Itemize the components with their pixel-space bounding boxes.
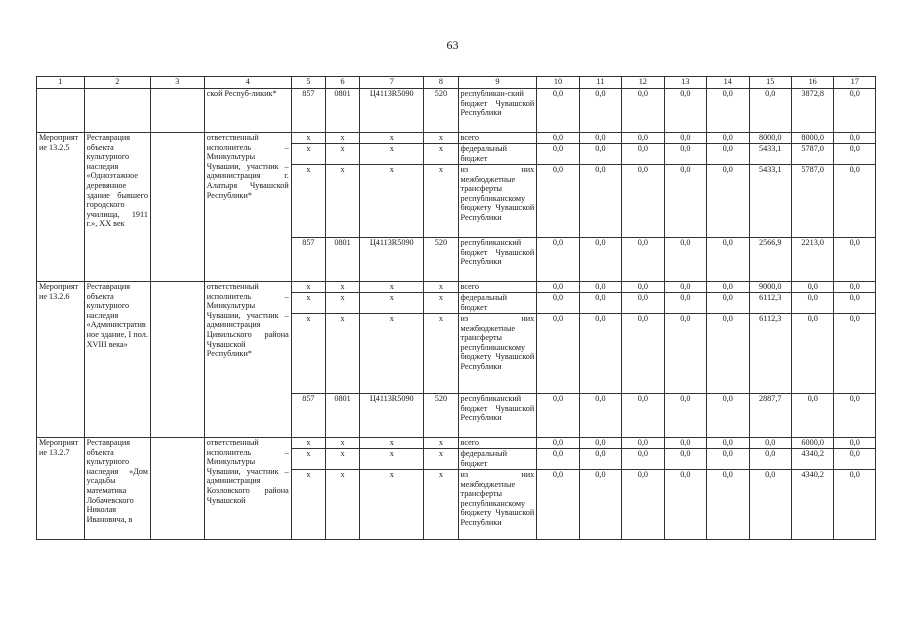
value-cell: 0,0 [834,165,876,238]
grbs-cell: 857 [291,238,325,282]
table-row [37,438,876,449]
vr-cell: x [424,165,458,238]
funding-source-cell: республиканский бюджет Чувашской Республики [458,238,537,282]
value-cell: 0,0 [834,238,876,282]
grbs-cell: x [291,165,325,238]
value-cell: 0,0 [579,438,621,449]
value-cell: 0,0 [622,394,664,438]
value-cell: 0,0 [707,394,749,438]
value-cell: 9000,0 [749,282,791,293]
rzpr-cell: x [325,438,359,449]
value-cell: 0,0 [834,470,876,540]
value-cell: 4340,2 [791,449,833,470]
object-name-cell: Реставрация объекта культурного наследия «Административное здание, I пол. XVIII века» [84,282,150,438]
value-cell: 2887,7 [749,394,791,438]
value-cell: 0,0 [664,470,706,540]
empty-cell [150,438,204,540]
column-number-13: 13 [664,77,706,89]
value-cell: 0,0 [579,165,621,238]
value-cell: 0,0 [537,238,579,282]
funding-source-cell: всего [458,282,537,293]
value-cell: 0,0 [537,438,579,449]
value-cell: 0,0 [622,282,664,293]
value-cell: 6000,0 [791,438,833,449]
value-cell: 0,0 [579,89,621,133]
value-cell: 0,0 [834,293,876,314]
value-cell: 0,0 [537,394,579,438]
value-cell: 0,0 [622,144,664,165]
value-cell: 0,0 [664,438,706,449]
value-cell: 0,0 [622,314,664,394]
csr-cell: x [360,282,424,293]
value-cell: 0,0 [622,470,664,540]
value-cell: 3872,8 [791,89,833,133]
funding-source-cell: из них межбюджетные трансферты республиканскому бюджету Чувашской Республики [458,314,537,394]
value-cell: 0,0 [664,133,706,144]
vr-cell: x [424,133,458,144]
value-cell: 0,0 [707,282,749,293]
value-cell: 5787,0 [791,165,833,238]
value-cell: 0,0 [664,449,706,470]
value-cell: 0,0 [537,449,579,470]
csr-cell: x [360,470,424,540]
vr-cell: 520 [424,394,458,438]
value-cell: 0,0 [707,314,749,394]
funding-source-cell: всего [458,438,537,449]
column-number-1: 1 [37,77,85,89]
column-number-14: 14 [707,77,749,89]
column-number-8: 8 [424,77,458,89]
funding-source-cell: федеральный бюджет [458,293,537,314]
rzpr-cell: 0801 [325,89,359,133]
object-name-cell: Реставрация объекта культурного наследия «Дом усадьбы математика Лобачевского Николая Ивановича, в [84,438,150,540]
value-cell: 0,0 [537,314,579,394]
table-row [37,89,876,133]
vr-cell: x [424,282,458,293]
value-cell: 0,0 [622,293,664,314]
value-cell: 0,0 [537,282,579,293]
value-cell: 2566,9 [749,238,791,282]
value-cell: 5433,1 [749,165,791,238]
column-number-11: 11 [579,77,621,89]
value-cell: 0,0 [664,144,706,165]
csr-cell: Ц4113R5090 [360,394,424,438]
vr-cell: x [424,449,458,470]
value-cell: 0,0 [834,314,876,394]
rzpr-cell: x [325,314,359,394]
value-cell: 0,0 [622,89,664,133]
table-row [37,133,876,144]
csr-cell: Ц4113R5090 [360,238,424,282]
grbs-cell: x [291,470,325,540]
value-cell: 0,0 [791,314,833,394]
executor-cell: ответственный исполнитель – Минкультуры Чувашии, участник – администрация г. Алатыря Чувашской Республики* [204,133,291,282]
value-cell: 0,0 [622,133,664,144]
value-cell: 0,0 [791,293,833,314]
column-number-7: 7 [360,77,424,89]
value-cell: 0,0 [834,438,876,449]
vr-cell: x [424,144,458,165]
rzpr-cell: x [325,293,359,314]
value-cell: 0,0 [622,449,664,470]
funding-source-cell: федеральный бюджет [458,144,537,165]
value-cell: 0,0 [579,282,621,293]
value-cell: 0,0 [707,165,749,238]
value-cell: 0,0 [791,282,833,293]
value-cell: 0,0 [707,238,749,282]
grbs-cell: x [291,314,325,394]
column-number-17: 17 [834,77,876,89]
column-number-4: 4 [204,77,291,89]
value-cell: 0,0 [707,89,749,133]
value-cell: 0,0 [579,133,621,144]
value-cell: 0,0 [537,470,579,540]
grbs-cell: x [291,438,325,449]
grbs-cell: x [291,144,325,165]
value-cell: 0,0 [749,449,791,470]
value-cell: 0,0 [537,293,579,314]
column-number-15: 15 [749,77,791,89]
funding-source-cell: республикан-ский бюджет Чувашской Республики [458,89,537,133]
executor-cell: ответственный исполнитель – Минкультуры Чувашии, участник – администрация Цивильского района Чувашской Республики* [204,282,291,438]
value-cell: 0,0 [834,282,876,293]
budget-table [36,76,876,540]
rzpr-cell: x [325,449,359,470]
value-cell: 0,0 [664,282,706,293]
rzpr-cell: 0801 [325,238,359,282]
value-cell: 0,0 [579,314,621,394]
csr-cell: x [360,438,424,449]
value-cell: 8000,0 [791,133,833,144]
grbs-cell: 857 [291,394,325,438]
column-number-6: 6 [325,77,359,89]
value-cell: 6112,3 [749,293,791,314]
value-cell: 0,0 [834,394,876,438]
value-cell: 0,0 [622,438,664,449]
csr-cell: x [360,449,424,470]
rzpr-cell: x [325,133,359,144]
csr-cell: x [360,314,424,394]
value-cell: 5433,1 [749,144,791,165]
value-cell: 0,0 [579,470,621,540]
value-cell: 6112,3 [749,314,791,394]
value-cell: 2213,0 [791,238,833,282]
value-cell: 0,0 [664,314,706,394]
value-cell: 0,0 [834,144,876,165]
grbs-cell: x [291,293,325,314]
value-cell: 0,0 [834,133,876,144]
measure-cell: Мероприятие 13.2.7 [37,438,85,540]
vr-cell: x [424,314,458,394]
value-cell: 0,0 [707,438,749,449]
name-cell [84,89,150,133]
csr-cell: x [360,293,424,314]
value-cell: 0,0 [579,238,621,282]
value-cell: 0,0 [664,238,706,282]
grbs-cell: 857 [291,89,325,133]
grbs-cell: x [291,449,325,470]
csr-cell: x [360,165,424,238]
rzpr-cell: x [325,165,359,238]
executor-cell: ской Респуб-ликик* [204,89,291,133]
value-cell: 0,0 [537,133,579,144]
rzpr-cell: x [325,144,359,165]
value-cell: 5787,0 [791,144,833,165]
value-cell: 0,0 [791,394,833,438]
value-cell: 8000,0 [749,133,791,144]
vr-cell: x [424,438,458,449]
value-cell: 0,0 [707,449,749,470]
value-cell: 0,0 [749,89,791,133]
page-number: 63 [446,38,459,52]
value-cell: 0,0 [664,394,706,438]
empty-cell [150,282,204,438]
table-row [37,282,876,293]
vr-cell: 520 [424,89,458,133]
value-cell: 0,0 [664,165,706,238]
value-cell: 0,0 [579,394,621,438]
empty-cell [150,133,204,282]
value-cell: 0,0 [749,470,791,540]
vr-cell: x [424,470,458,540]
column-number-2: 2 [84,77,150,89]
value-cell: 0,0 [537,89,579,133]
column-number-10: 10 [537,77,579,89]
csr-cell: Ц4113R5090 [360,89,424,133]
header-row [37,77,876,89]
value-cell: 0,0 [537,165,579,238]
value-cell: 0,0 [707,470,749,540]
funding-source-cell: федеральный бюджет [458,449,537,470]
executor-cell: ответственный исполнитель – Минкультуры Чувашии, участник – администрация Козловского района Чувашской [204,438,291,540]
value-cell: 0,0 [622,238,664,282]
csr-cell: x [360,133,424,144]
object-name-cell: Реставрация объекта культурного наследия «Одноэтажное деревянное здание бывшего городского училища, 1911 г.», XX век [84,133,150,282]
column-number-9: 9 [458,77,537,89]
rzpr-cell: x [325,282,359,293]
value-cell: 0,0 [622,165,664,238]
funding-source-cell: всего [458,133,537,144]
funding-source-cell: из них межбюджетные трансферты республиканскому бюджету Чувашской Республики [458,165,537,238]
value-cell: 0,0 [664,293,706,314]
value-cell: 0,0 [834,89,876,133]
value-cell: 0,0 [579,293,621,314]
funding-source-cell: республиканский бюджет Чувашской Республики [458,394,537,438]
value-cell: 0,0 [664,89,706,133]
value-cell: 0,0 [537,144,579,165]
vr-cell: 520 [424,238,458,282]
column-number-12: 12 [622,77,664,89]
rzpr-cell: 0801 [325,394,359,438]
column-number-5: 5 [291,77,325,89]
column-number-16: 16 [791,77,833,89]
grbs-cell: x [291,133,325,144]
measure-cell: Мероприятие 13.2.5 [37,133,85,282]
measure-cell [37,89,85,133]
grbs-cell: x [291,282,325,293]
rzpr-cell: x [325,470,359,540]
value-cell: 0,0 [579,449,621,470]
value-cell: 0,0 [749,438,791,449]
value-cell: 4340,2 [791,470,833,540]
vr-cell: x [424,293,458,314]
value-cell: 0,0 [707,133,749,144]
measure-cell: Мероприятие 13.2.6 [37,282,85,438]
column-number-3: 3 [150,77,204,89]
empty-cell [150,89,204,133]
csr-cell: x [360,144,424,165]
value-cell: 0,0 [579,144,621,165]
funding-source-cell: из них межбюджетные трансферты республиканскому бюджету Чувашской Республики [458,470,537,540]
value-cell: 0,0 [707,144,749,165]
value-cell: 0,0 [707,293,749,314]
value-cell: 0,0 [834,449,876,470]
